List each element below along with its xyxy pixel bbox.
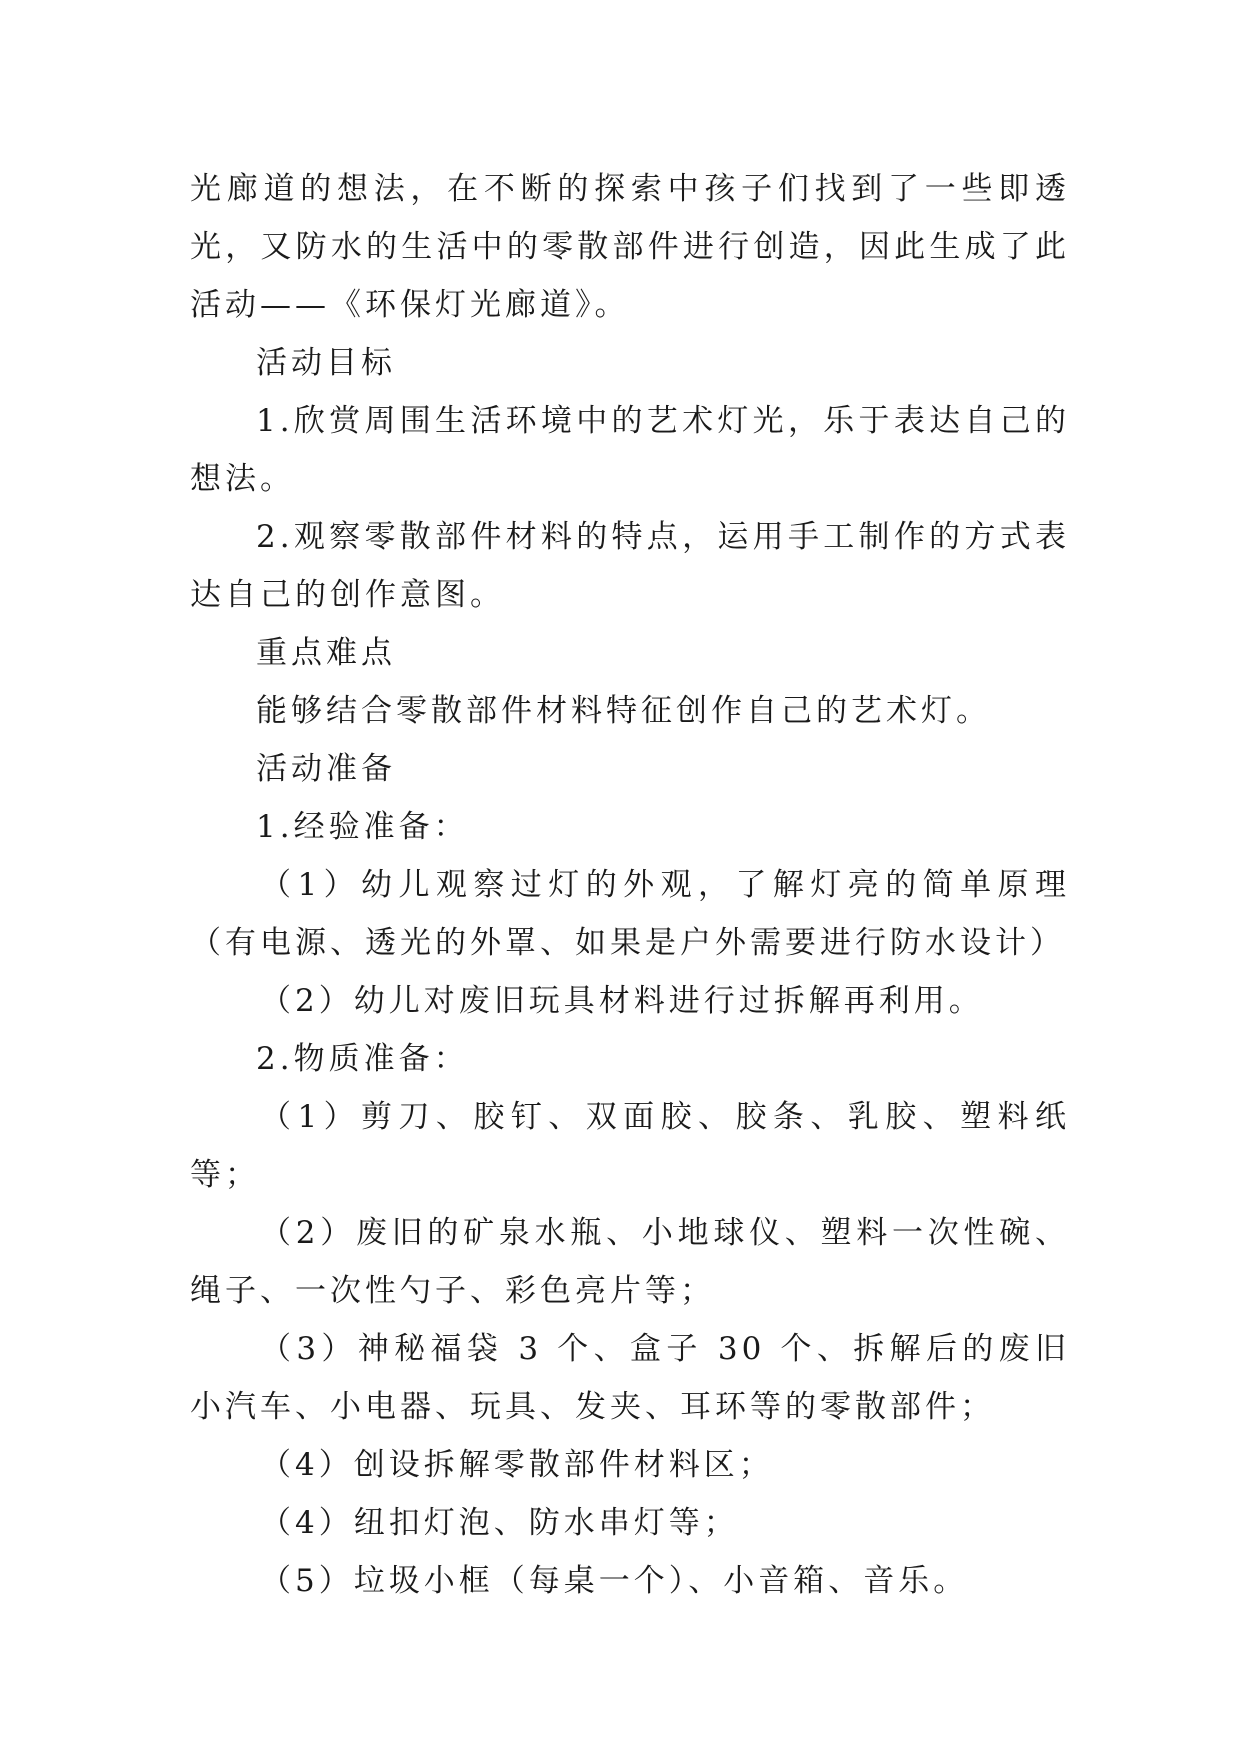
heading-activity-preparation: 活动准备: [256, 751, 396, 787]
prep-experience-item-1: （1）幼儿观察过灯的外观，了解灯亮的简单原理（有电源、透光的外罩、如果是户外需要进行防水设计）: [190, 867, 1070, 961]
prep-material-item-1: （1）剪刀、胶钉、双面胶、胶条、乳胶、塑料纸等；: [190, 1099, 1070, 1193]
prep-experience-heading: 1.经验准备：: [256, 809, 469, 845]
document-body: [190, 160, 1070, 1610]
heading-key-difficulties: 重点难点: [256, 635, 396, 671]
heading-activity-goals: 活动目标: [256, 345, 396, 381]
goal-item-2: 2.观察零散部件材料的特点，运用手工制作的方式表达自己的创作意图。: [190, 519, 1070, 613]
goal-item-1: 1.欣赏周围生活环境中的艺术灯光，乐于表达自己的想法。: [190, 403, 1070, 497]
prep-material-item-5: （5）垃圾小框（每桌一个）、小音箱、音乐。: [260, 1563, 969, 1599]
key-difficulty-text: 能够结合零散部件材料特征创作自己的艺术灯。: [256, 693, 991, 729]
intro-paragraph-continued: 光廊道的想法，在不断的探索中孩子们找到了一些即透光，又防水的生活中的零散部件进行创造，因此生成了此活动——《环保灯光廊道》。: [190, 171, 1070, 323]
prep-material-heading: 2.物质准备：: [256, 1041, 469, 1077]
prep-material-item-4: （4）创设拆解零散部件材料区；: [260, 1447, 774, 1483]
prep-material-item-2: （2）废旧的矿泉水瓶、小地球仪、塑料一次性碗、绳子、一次性勺子、彩色亮片等；: [190, 1215, 1070, 1309]
prep-material-item-3: （3）神秘福袋 3 个、盒子 30 个、拆解后的废旧小汽车、小电器、玩具、发夹、耳环等的零散部件；: [190, 1331, 1070, 1425]
prep-experience-item-2: （2）幼儿对废旧玩具材料进行过拆解再利用。: [260, 983, 984, 1019]
prep-material-item-4b: （4）纽扣灯泡、防水串灯等；: [260, 1505, 739, 1541]
